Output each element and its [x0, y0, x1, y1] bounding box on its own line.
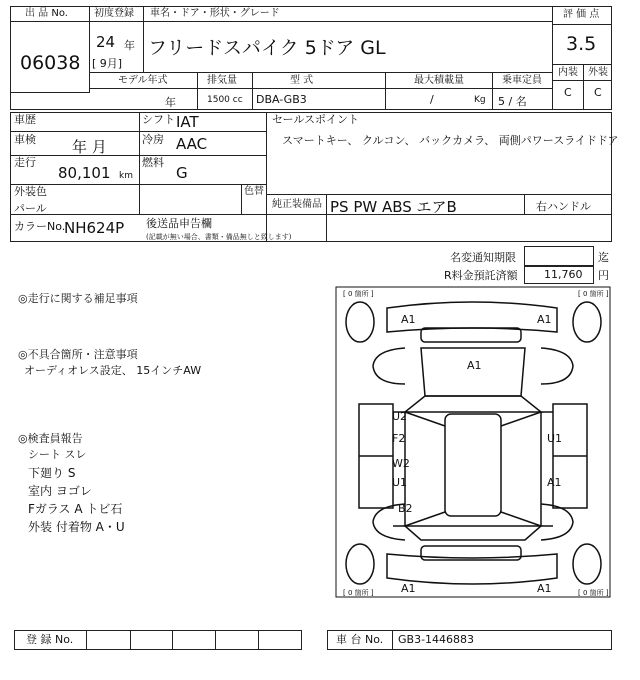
divider [252, 72, 253, 110]
first-reg-label: 初度登録 [94, 8, 134, 19]
divider [130, 630, 131, 650]
transfer-label: 名変通知期限 [450, 251, 516, 264]
history-label: 車歴 [14, 113, 36, 126]
divider [241, 184, 242, 214]
recycle-value: 11,760 [544, 268, 583, 281]
displacement-label: 排気量 [207, 75, 237, 86]
inspector-line: 外装 付着物 A・U [28, 520, 125, 534]
damage-mark: U1 [392, 476, 408, 489]
divider [10, 92, 90, 93]
defect-text: オーディオレス設定、 15インチAW [24, 364, 202, 377]
divider [524, 194, 525, 214]
divider [10, 214, 266, 215]
divider [583, 64, 584, 110]
divider [258, 630, 259, 650]
shift: IAT [176, 113, 199, 131]
divider [172, 630, 173, 650]
sales-point: スマートキー、 クルコン、 バックカメラ、 両側パワースライドドア [282, 134, 619, 147]
first-reg-year: 24 [96, 33, 116, 51]
aftermarket-note: (記載が無い場合、書類・備品無しと致します) [146, 233, 292, 241]
lot-no-label: 出 品 No. [25, 8, 68, 19]
inspection-label: 車検 [14, 133, 36, 146]
car-name: フリードスパイク 5ドア GL [148, 37, 386, 59]
zero-label: [ 0 箇所 ] [343, 290, 374, 298]
score-label: 評 価 点 [563, 9, 600, 20]
interior-grade: C [564, 86, 572, 99]
aftermarket-label: 後送品申告欄 [146, 217, 212, 230]
capacity: 5 / 名 [498, 95, 527, 108]
interior-label: 内装 [558, 67, 578, 78]
divider [86, 630, 87, 650]
color-no-label: カラーNo. [14, 220, 66, 233]
fuel: G [176, 164, 188, 182]
divider [143, 6, 144, 72]
divider [89, 88, 552, 89]
divider [266, 194, 612, 195]
transfer-unit: 迄 [598, 251, 609, 264]
capacity-label: 乗車定員 [502, 75, 542, 86]
chassis-no: GB3-1446883 [398, 633, 475, 646]
damage-mark: A1 [537, 313, 552, 326]
divider [197, 72, 198, 110]
reg-no-label: 登 録 No. [26, 633, 74, 646]
damage-mark: F2 [392, 432, 406, 445]
inspector-header: ◎検査員報告 [18, 432, 83, 445]
divider [552, 24, 612, 25]
color-no: NH624P [64, 219, 125, 237]
shift-label: シフト [142, 113, 175, 126]
chassis-label: 車 台 No. [336, 633, 384, 646]
divider [492, 72, 493, 110]
model-year-label: モデル年式 [118, 75, 168, 86]
first-reg-month: [ 9月] [92, 57, 123, 70]
inspector-line: 室内 ヨゴレ [28, 484, 92, 498]
damage-mark: U2 [392, 410, 408, 423]
ac: AAC [176, 135, 208, 153]
exterior-grade: C [594, 86, 602, 99]
color: パール [14, 202, 47, 215]
score: 3.5 [566, 33, 597, 55]
equipment-label: 純正装備品 [272, 199, 322, 210]
exterior-label: 外装 [588, 67, 608, 78]
divider [215, 630, 216, 650]
max-load-label: 最大積載量 [414, 75, 464, 86]
inspector-line: Fガラス A トビ石 [28, 502, 123, 516]
divider [89, 21, 552, 22]
mileage-label: 走行 [14, 156, 36, 169]
divider [392, 630, 393, 650]
divider [552, 64, 612, 65]
damage-mark: A1 [401, 582, 416, 595]
zero-label: [ 0 箇所 ] [578, 290, 609, 298]
max-load: / [430, 93, 434, 106]
damage-mark: W2 [392, 457, 410, 470]
damage-diagram [335, 286, 612, 599]
equipment: PS PW ABS エアB [330, 198, 457, 216]
mileage: 80,101 [58, 164, 111, 182]
inspector-line: シート スレ [28, 448, 87, 461]
zero-label: [ 0 箇所 ] [343, 589, 374, 597]
color-change-label: 色替 [244, 186, 264, 197]
mileage-unit: km [119, 171, 133, 181]
year-unit: 年 [124, 39, 135, 52]
model-year-unit: 年 [165, 96, 176, 109]
model-code: DBA-GB3 [256, 93, 307, 106]
damage-mark: A1 [401, 313, 416, 326]
model-label: 型 式 [290, 75, 314, 86]
divider [89, 72, 552, 73]
transfer-box [524, 246, 594, 266]
divider [385, 72, 386, 110]
displacement: 1500 cc [207, 95, 243, 105]
driving-notes-header: ◎走行に関する補足事項 [18, 292, 138, 305]
damage-mark: U1 [547, 432, 563, 445]
divider [10, 184, 266, 185]
color-label: 外装色 [14, 185, 47, 198]
defect-header: ◎不具合箇所・注意事項 [18, 348, 138, 361]
damage-mark: A1 [547, 476, 562, 489]
recycle-label: R料金預託済額 [444, 269, 518, 282]
car-name-label: 車名・ドア・形状・グレード [150, 8, 280, 19]
divider [266, 112, 267, 242]
inspection-value: 年 月 [72, 138, 107, 156]
sales-point-label: セールスポイント [272, 113, 360, 126]
divider [89, 6, 90, 92]
max-load-unit: Kg [474, 95, 486, 105]
divider [326, 194, 327, 242]
damage-mark: A1 [467, 359, 482, 372]
divider [552, 6, 553, 110]
divider [552, 80, 612, 81]
fuel-label: 燃料 [142, 156, 164, 169]
recycle-unit: 円 [598, 269, 609, 282]
ac-label: 冷房 [142, 133, 164, 146]
divider [10, 21, 89, 22]
damage-mark: A1 [537, 582, 552, 595]
zero-label: [ 0 箇所 ] [578, 589, 609, 597]
divider [139, 112, 140, 214]
steering: 右ハンドル [536, 200, 591, 213]
inspector-line: 下廻り S [28, 466, 76, 480]
divider [10, 155, 266, 156]
lot-no: 06038 [20, 52, 81, 74]
damage-mark: B2 [398, 502, 413, 515]
divider [10, 131, 266, 132]
